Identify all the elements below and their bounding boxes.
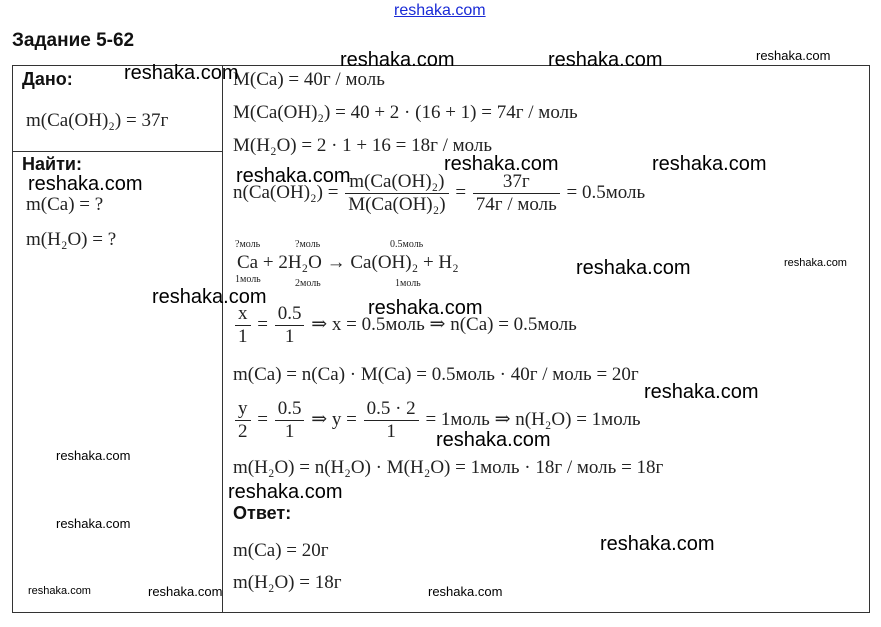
answer-mass-ca: m(Ca) = 20г xyxy=(233,540,329,561)
fraction-numerator: 0.5 · 2 xyxy=(364,398,419,421)
watermark: reshaka.com xyxy=(236,165,351,187)
equals-sign: = xyxy=(257,313,268,335)
answer-header: Ответ: xyxy=(233,503,292,523)
watermark: reshaka.com xyxy=(368,297,483,319)
fraction-half-over-1 xyxy=(275,398,305,443)
reaction-annotation-ca-bottom: 1моль xyxy=(235,274,261,285)
fraction-denominator: 1 xyxy=(386,421,396,442)
table-border-bottom xyxy=(12,612,870,613)
molar-mass-h2o: M(H₂O) = 2 · 1 + 16 = 18г / моль xyxy=(233,135,493,156)
proportion-x-result: ⇒ x = 0.5моль ⇒ n(Ca) = 0.5моль xyxy=(311,313,577,335)
watermark: reshaka.com xyxy=(56,516,131,531)
given-formula: m(Ca(OH)₂) = 37г xyxy=(26,110,169,131)
watermark: reshaka.com xyxy=(600,533,715,555)
fraction-half-over-1 xyxy=(275,303,305,348)
molar-mass-caoh2: M(Ca(OH)₂) = 40 + 2 · (16 + 1) = 74г / моль xyxy=(233,102,578,123)
fraction-x-over-1 xyxy=(235,303,251,348)
fraction-numerator: 0.5 xyxy=(275,398,305,421)
amount-result: = 0.5моль xyxy=(566,181,646,203)
fraction-denominator: 1 xyxy=(284,326,295,347)
watermark: reshaka.com xyxy=(28,173,143,195)
watermark: reshaka.com xyxy=(56,448,131,463)
watermark: reshaka.com xyxy=(152,286,267,308)
fraction-y-over-2 xyxy=(235,398,251,443)
reaction-annotation-h2o-bottom: 2моль xyxy=(295,278,321,289)
molar-mass-ca: M(Ca) = 40г / моль xyxy=(233,69,385,90)
reaction-annotation-caoh2-bottom: 1моль xyxy=(395,278,421,289)
watermark: reshaka.com xyxy=(148,584,223,599)
amount-fraction-symbolic xyxy=(345,171,448,216)
fraction-denominator: 74г / моль xyxy=(475,194,557,215)
fraction-y-calc xyxy=(364,398,419,443)
watermark: reshaka.com xyxy=(436,429,551,451)
amount-lhs: n(Ca(OH)₂) = xyxy=(233,181,339,203)
reaction-equation: Ca + 2H₂O → Ca(OH)₂ + H₂ xyxy=(237,252,459,273)
watermark: reshaka.com xyxy=(644,381,759,403)
watermark: reshaka.com xyxy=(340,49,455,71)
watermark: reshaka.com xyxy=(756,48,831,63)
table-divider-given-find xyxy=(12,151,223,152)
task-title: Задание 5-62 xyxy=(12,30,135,51)
watermark: reshaka.com xyxy=(228,481,343,503)
proportion-y-mid: ⇒ y = xyxy=(311,408,357,430)
fraction-numerator: y xyxy=(235,398,251,421)
given-header: Дано: xyxy=(22,69,73,89)
find-item-mass-h2o: m(H₂O) = ? xyxy=(26,229,117,250)
table-border-left xyxy=(12,65,13,613)
reaction-annotation-ca-top: ?моль xyxy=(235,239,261,250)
mass-h2o-calculation: m(H₂O) = n(H₂O) · M(H₂O) = 1моль · 18г / моль = 18г xyxy=(233,457,664,478)
fraction-denominator: 1 xyxy=(238,326,248,347)
watermark: reshaka.com xyxy=(784,257,847,269)
fraction-numerator: m(Ca(OH)₂) xyxy=(345,171,448,194)
fraction-numerator: 37г xyxy=(473,171,560,194)
find-header: Найти: xyxy=(22,154,82,174)
mass-ca-calculation: m(Ca) = n(Ca) · M(Ca) = 0.5моль · 40г / моль = 20г xyxy=(233,364,639,385)
watermark: reshaka.com xyxy=(124,62,239,84)
watermark: reshaka.com xyxy=(444,153,559,175)
find-item-mass-ca: m(Ca) = ? xyxy=(26,194,104,215)
watermark: reshaka.com xyxy=(28,585,91,597)
watermark: reshaka.com xyxy=(576,257,691,279)
answer-mass-h2o: m(H₂O) = 18г xyxy=(233,572,342,593)
site-link[interactable]: reshaka.com xyxy=(394,2,486,19)
table-border-right xyxy=(869,65,870,613)
watermark: reshaka.com xyxy=(428,584,503,599)
watermark: reshaka.com xyxy=(652,153,767,175)
watermark: reshaka.com xyxy=(548,49,663,71)
fraction-denominator: M(Ca(OH)₂) xyxy=(348,194,446,215)
table-divider-vertical xyxy=(222,65,223,613)
amount-fraction-numeric xyxy=(473,171,560,216)
equals-sign: = xyxy=(257,408,268,430)
proportion-y-result: = 1моль ⇒ n(H₂O) = 1моль xyxy=(425,408,641,430)
fraction-denominator: 1 xyxy=(284,421,295,442)
reaction-annotation-caoh2-top: 0.5моль xyxy=(390,239,424,250)
equals-sign: = xyxy=(455,181,467,203)
fraction-numerator: x xyxy=(235,303,251,326)
reaction-annotation-h2o-top: ?моль xyxy=(295,239,321,250)
fraction-denominator: 2 xyxy=(238,421,248,442)
fraction-numerator: 0.5 xyxy=(275,303,305,326)
